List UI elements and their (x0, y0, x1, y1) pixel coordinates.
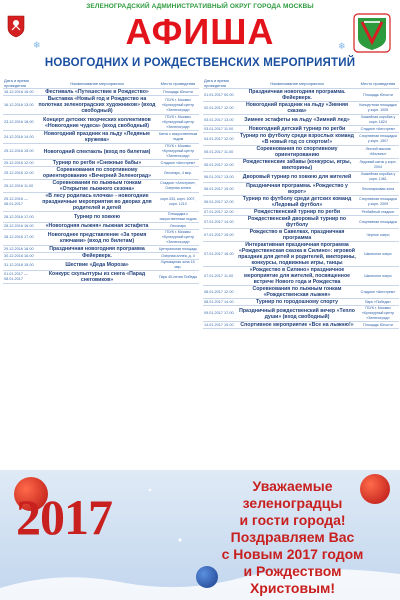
left-events-table (3, 78, 199, 284)
column-header-date: Дата и время проведения (203, 78, 237, 89)
event-place: ГБУК г. Москвы «Культурный центр «Зеленоград» (157, 144, 199, 160)
snowflake-icon: ❄ (338, 42, 346, 52)
event-date: 06.01.2017 15.00 (203, 183, 237, 196)
moscow-crest-icon (6, 14, 26, 38)
table-row (3, 131, 199, 144)
event-name: Интерактивная праздничная программа «Рождественская сказка в Силино»: игровой праздник для детей и родителей, викторины, конкурсы, подвижные игры, танцы (238, 242, 356, 266)
table-row (203, 322, 399, 329)
event-date: 01.01.2017 — 08.01.2017 (3, 271, 37, 284)
event-date: 28.12.2016 16.00 (3, 223, 37, 230)
table-row (203, 299, 399, 306)
table-row (3, 96, 199, 115)
table-row (203, 172, 399, 183)
event-date: 06.01.2017 13.00 (203, 172, 237, 183)
event-date: 24.12.2016 14.00 (3, 131, 37, 144)
event-date: 04.01.2017 12.00 (203, 133, 237, 146)
event-date: 25.12.2016 — 08.01.2017 (3, 193, 37, 212)
event-date: 03.01.2017 13.00 (203, 115, 237, 126)
event-date: 31.12.2016 15.00 (3, 260, 37, 271)
event-place: корп.333, корп. 1007, корп. 1210 (157, 193, 199, 212)
table-row (203, 242, 399, 267)
event-date: 16.12.2016 16.00 (3, 89, 37, 96)
table-header-row (203, 78, 399, 89)
page-subtitle: НОВОГОДНИХ И РОЖДЕСТВЕНСКИХ МЕРОПРИЯТИЙ (44, 57, 356, 69)
event-date: 07.01.2017 12.00 (203, 209, 237, 216)
event-date: 16.12.2016 13.00 (3, 96, 37, 115)
event-name: Дворовый турнир по хоккею для жителей (237, 172, 357, 183)
left-schedule-column (3, 78, 199, 470)
event-place: Парк «Победы» (357, 299, 399, 306)
table-row (3, 160, 199, 167)
event-name: Праздничная программа. «Рождество у ворот» (237, 183, 357, 196)
table-row (3, 230, 199, 246)
column-header-date: Дата и время проведения (3, 78, 37, 89)
event-place: Каток с искусственным льдом (157, 131, 199, 144)
event-place: Стадион «Ангстрем», Озерная аллея (157, 180, 199, 193)
event-date: 25.12.2016 12.00 (3, 167, 37, 180)
event-name: Рождественский турнир по регби (237, 209, 357, 216)
event-place: Концертная площадка у корп. 1005 (357, 102, 399, 115)
event-name: Зимнее эстафеты на льду «Зимний лед» (237, 115, 357, 126)
zelenograd-emblem-icon (350, 12, 394, 54)
event-date: 09.01.2017 17.00 (203, 306, 237, 322)
event-place: Ледовый каток у корп. 2004 (357, 159, 399, 172)
event-place: Площадь Юности (357, 322, 399, 329)
table-row (3, 180, 199, 193)
event-date: 28.12.2016 17.00 (3, 230, 37, 246)
event-date: 07.01.2017 14.00 (203, 216, 237, 229)
event-date: 30.12.2016 16.00 (3, 253, 37, 260)
table-row (203, 159, 399, 172)
event-date: 14.01.2017 15.00 (203, 322, 237, 329)
event-date: 08.01.2017 12.00 (203, 286, 237, 299)
event-place: ГБУК г. Москвы «Культурный центр «Зеленоград» (357, 306, 399, 322)
column-header-place: Место проведения (157, 78, 199, 89)
event-date: 25.12.2016 12.00 (3, 160, 37, 167)
event-date: 02.01.2017 12.00 (203, 102, 237, 115)
table-row (3, 193, 199, 212)
event-place: Лесопарк, 4 мкр. (157, 167, 199, 180)
snowflake-icon: ❄ (33, 41, 41, 51)
poster-header (0, 0, 400, 78)
table-row (3, 260, 199, 271)
event-name: Новогодний праздник на льду «Ледяные кружева» (37, 131, 157, 144)
event-name: Турнир по футболу среди детских команд «Ледовый футбол» (237, 196, 357, 209)
event-place: ГБУК г. Москвы «Культурный центр «Зеленоград» (157, 115, 199, 131)
event-date: 06.01.2017 12.00 (203, 196, 237, 209)
event-name: Рождество в Савелках, праздничная программа (237, 229, 357, 242)
event-date: 01.01.2017 00.00 (203, 89, 237, 102)
table-row (203, 216, 399, 229)
event-place: Бульварная зона 15 мкр. (157, 260, 199, 271)
event-place: Регбийный стадион (357, 209, 399, 216)
table-row (203, 133, 399, 146)
table-row (3, 253, 199, 260)
event-name: Новогоднее представление «За тремя ключами» (вход по билетам) (37, 230, 157, 246)
event-place: Лесопарковая зона (357, 183, 399, 196)
event-place: Спортивная площадка (357, 216, 399, 229)
event-name: Турнир по хоккею (37, 212, 157, 223)
greeting-text (190, 478, 395, 597)
page-title: АФИША (125, 11, 275, 52)
table-row (203, 306, 399, 322)
greeting-line: Поздравляем Вас (230, 529, 355, 545)
table-row (203, 146, 399, 159)
event-place: Площадь Юности (157, 89, 199, 96)
event-place: Площадь Юности (357, 89, 399, 102)
event-place: Школьное озеро (357, 267, 399, 286)
okrug-name: ЗЕЛЕНОГРАДСКИЙ АДМИНИСТРАТИВНЫЙ ОКРУГ ГОРОДА МОСКВЫ (86, 3, 314, 10)
greeting-line: Христовым! (249, 580, 336, 596)
greeting-line: Уважаемые (252, 478, 333, 494)
event-place: Хоккейная коробка у корп. 1461 (357, 172, 399, 183)
table-row (203, 229, 399, 242)
event-date: 05.01.2017 11.00 (203, 146, 237, 159)
table-header-row (3, 78, 199, 89)
table-row (3, 212, 199, 223)
event-place: Лесной массив «Малино» (357, 146, 399, 159)
event-place: Спортивная площадка у корп. 1507 (357, 133, 399, 146)
year-decoration: 2017 (16, 489, 112, 545)
table-row (3, 271, 199, 284)
event-name: Турнир по футболу среди взрослых команд «В новый год со спортом!» (237, 133, 357, 146)
event-date: 05.01.2017 12.00 (203, 159, 237, 172)
event-name: Праздничный рождественский вечер «Тепло души» (вход свободный) (237, 306, 357, 322)
greeting-line: и Рождеством (243, 563, 342, 579)
event-date: 25.12.2016 15.00 (3, 144, 37, 160)
event-name: Выставка «Новый год и Рождество на полотнах зеленоградских художников» (вход свободный) (38, 96, 156, 114)
event-date: 25.12.2016 11.00 (3, 180, 37, 193)
event-place: Стадион «Ангстрем» (357, 286, 399, 299)
event-place: Стадион «Ангстрем» (357, 126, 399, 133)
event-name: Конкурс скульптуры из снега «Парад снеговиков» (37, 271, 157, 284)
event-name: Турнир по городошному спорту (237, 299, 357, 306)
table-row (3, 144, 199, 160)
event-name: Концерт детских творческих коллективов «Новогодние чудеса» (вход свободный) (37, 115, 157, 131)
event-name: Новогодний детский турнир по регби (237, 126, 357, 133)
table-row (203, 126, 399, 133)
table-row (203, 286, 399, 299)
event-name: Праздничная новогодняя программа (37, 246, 157, 253)
table-row (203, 115, 399, 126)
event-name: Новогодний спектакль (вход по билетам) (37, 144, 157, 160)
event-place: ГБУК г. Москвы «Культурный центр «Зеленоград» (157, 96, 199, 115)
event-name: Соревнования по спортивному ориентированию «Вечерний Зеленоград» (37, 167, 157, 180)
event-name: «В лесу родилась елочка» - новогодние праздничные мероприятия во дворах для родителей и детей (37, 193, 157, 212)
event-date: 08.01.2017 14.00 (203, 299, 237, 306)
table-row (203, 183, 399, 196)
event-name: Соревнования по спортивному ориентированию (237, 146, 357, 159)
event-name: Рождественский дворовый турнир по футболу (237, 216, 357, 229)
table-row (203, 102, 399, 115)
event-date: 03.01.2017 11.00 (203, 126, 237, 133)
right-events-table (203, 78, 399, 329)
table-row (203, 209, 399, 216)
table-row (3, 223, 199, 230)
table-row (3, 167, 199, 180)
event-place: Лесопарк (157, 223, 199, 230)
event-name: «Новогодняя лыжня» лыжная эстафета (37, 223, 157, 230)
table-row (3, 89, 199, 96)
event-place: Спортивная площадка у корп. 2009 (357, 196, 399, 209)
table-row (203, 267, 399, 286)
column-header-place: Место проведения (357, 78, 399, 89)
event-place: Озерная аллея, д. 4 (157, 253, 199, 260)
event-date: 07.01.2017 11.00 (203, 267, 237, 286)
event-place: ГБУК г. Москвы «Культурный центр «Зеленоград» (157, 230, 199, 246)
greeting-line: и гости города! (239, 512, 346, 528)
event-name: Фестиваль «Путешествие в Рождество» (37, 89, 157, 96)
event-name: Турнир по регби «Снежные бабы» (37, 160, 157, 167)
event-name: «Рождество в Силино» праздничное мероприятие для жителей, посвященное встрече Нового года и Рождества (237, 267, 357, 286)
event-name: Фейерверк. (37, 253, 157, 260)
table-row (203, 89, 399, 102)
right-schedule-column (203, 78, 399, 470)
greeting-line: зеленоградцы (242, 495, 343, 511)
event-date: 29.12.2016 18.00 (3, 246, 37, 253)
event-place: Центральная площадь (158, 246, 198, 251)
event-place: Стадион «Ангстрем» (157, 160, 199, 167)
event-name: Новогодний праздник на льду «Зимняя сказка» (237, 102, 357, 115)
event-name: Спортивное мероприятие «Все на лыжню!» (237, 322, 357, 329)
event-date: 23.12.2016 18.00 (3, 115, 37, 131)
event-place: Площадка с искусственным льдом (157, 212, 199, 223)
table-row (203, 196, 399, 209)
table-row (3, 115, 199, 131)
event-place: Парк 40-летия Победы (157, 271, 199, 284)
greeting-line: с Новым 2017 годом (221, 546, 364, 562)
event-place: Школьное озеро (357, 242, 399, 267)
event-date: 07.01.2017 15.00 (203, 229, 237, 242)
event-name: Соревнования по лыжным гонкам «Рождественская лыжня» (237, 286, 357, 299)
event-place: Черное озеро (357, 229, 399, 242)
event-name: Соревнования по лыжным гонкам «Открытие лыжного сезона» (37, 180, 157, 193)
event-place: Хоккейная коробка у корп. 1824 (357, 115, 399, 126)
table-row (3, 246, 199, 253)
column-header-event: Наименование мероприятия (237, 78, 357, 89)
event-name: Шествие «Деда Мороза» (37, 260, 157, 271)
event-date: 07.01.2017 16.00 (203, 242, 237, 267)
event-date: 28.12.2016 17.00 (3, 212, 37, 223)
column-header-event: Наименование мероприятия (37, 78, 157, 89)
event-name: Праздничная новогодняя программа. Фейерверк. (237, 89, 357, 102)
event-name: Рождественские забавы (конкурсы, игры, викторины) (237, 159, 357, 172)
